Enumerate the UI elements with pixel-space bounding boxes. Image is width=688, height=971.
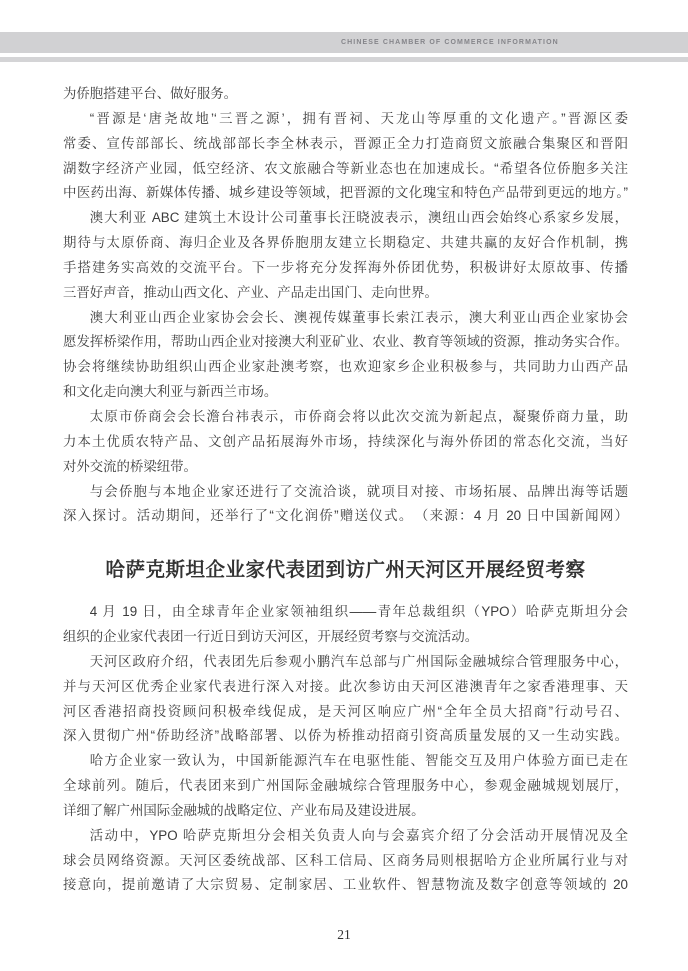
text-line: 和文化走向澳大利亚与新西兰市场。	[63, 384, 278, 400]
text-line: 三晋好声音，推动山西文化、产业、产品走出国门、走向世界。	[63, 284, 438, 300]
text-line: 愿发挥桥梁作用，帮助山西企业对接澳大利亚矿业、农业、教育等领域的资源，推动务实合作。	[63, 334, 628, 350]
text-line: 澳大利亚 ABC 建筑土木设计公司董事长汪晓波表示，澳纽山西会始终心系家乡发展，	[89, 210, 628, 226]
article-title: 哈萨克斯坦企业家代表团到访广州天河区开展经贸考察	[105, 559, 586, 582]
text-line: 天河区政府介绍，代表团先后参观小鹏汽车总部与广州国际金融城综合管理服务中心，	[89, 653, 628, 669]
text-line: 湖数字经济产业园，低空经济、农文旅融合等新业态也在加速成长。“希望各位侨胞多关注	[63, 160, 628, 176]
text-line: 深入探讨。活动期间，还举行了“文化润侨”赠送仪式。 （来源：4 月 20 日中国新闻网）	[63, 508, 628, 524]
text-line: 全球前列。随后，代表团来到广州国际金融城综合管理服务中心，参观金融城规划展厅，	[63, 778, 628, 794]
page-number: 21	[337, 927, 351, 942]
text-line: 中医药出海、新媒体传播、城乡建设等领域，把晋源的文化瑰宝和特色产品带到更远的地方。”	[63, 185, 628, 201]
text-line: 深入贯彻广州“侨助经济”战略部署、以侨为桥推动招商引资高质量发展的又一生动实践。	[63, 728, 628, 744]
text-line: 4 月 19 日，由全球青年企业家领袖组织——青年总裁组织（YPO）哈萨克斯坦分会	[89, 604, 628, 620]
text-line: “晋源是‘唐尧故地’‘三晋之源’，拥有晋祠、天龙山等厚重的文化遗产。”晋源区委	[89, 110, 628, 126]
text-line: 活动中，YPO 哈萨克斯坦分会相关负责人向与会嘉宾介绍了分会活动开展情况及全	[89, 827, 628, 843]
text-line: 并与天河区优秀企业家代表进行深入对接。此次参访由天河区港澳青年之家香港理事、天	[63, 678, 628, 694]
text-line: 太原市侨商会会长澹台祎表示，市侨商会将以此次交流为新起点，凝聚侨商力量，助	[89, 408, 628, 424]
text-line: 哈方企业家一致认为，中国新能源汽车在电驱性能、智能交互及用户体验方面已走在	[89, 753, 628, 769]
header-rule	[0, 57, 688, 62]
text-line: 手搭建务实高效的交流平台。下一步将充分发挥海外侨团优势，积极讲好太原故事、传播	[63, 259, 628, 275]
text-line: 组织的企业家代表团一行近日到访天河区，开展经贸考察与交流活动。	[63, 629, 479, 645]
article-continuation-text	[63, 82, 628, 529]
text-line: 协会将继续协助组织山西企业家赴澳考察，也欢迎家乡企业积极参与，共同助力山西产品	[63, 359, 628, 375]
text-line: 常委、宣传部部长、统战部部长李全林表示，晋源正全力打造商贸文旅融合集聚区和晋阳	[63, 135, 628, 151]
text-line: 接意向，提前邀请了大宗贸易、定制家居、工业软件、智慧物流及数字创意等领域的 20	[63, 877, 628, 893]
text-line: 力本土优质农特产品、文创产品拓展海外市场，持续深化与海外侨团的常态化交流，当好	[63, 433, 628, 449]
text-line: 期待与太原侨商、海归企业及各界侨胞朋友建立长期稳定、共建共赢的友好合作机制，携	[63, 235, 628, 251]
header-banner-title: CHINESE CHAMBER OF COMMERCE INFORMATION	[341, 39, 559, 46]
text-line: 球会员网络资源。天河区委统战部、区科工信局、区商务局则根据哈方企业所属行业与对	[63, 852, 628, 868]
text-line: 河区香港招商投资顾问积极牵线促成，是天河区响应广州“全年全员大招商”行动号召、	[63, 703, 628, 719]
text-line: 澳大利亚山西企业家协会会长、澳视传媒董事长索江表示，澳大利亚山西企业家协会	[89, 309, 628, 325]
text-line: 对外交流的桥梁纽带。	[63, 458, 197, 474]
article-body-text	[63, 600, 628, 898]
text-line: 为侨胞搭建平台、做好服务。	[63, 86, 238, 101]
text-line: 与会侨胞与本地企业家还进行了交流洽谈，就项目对接、市场拓展、品牌出海等话题	[89, 483, 628, 499]
page-body	[63, 82, 628, 898]
text-line: 详细了解广州国际金融城的战略定位、产业布局及建设进展。	[63, 802, 425, 818]
